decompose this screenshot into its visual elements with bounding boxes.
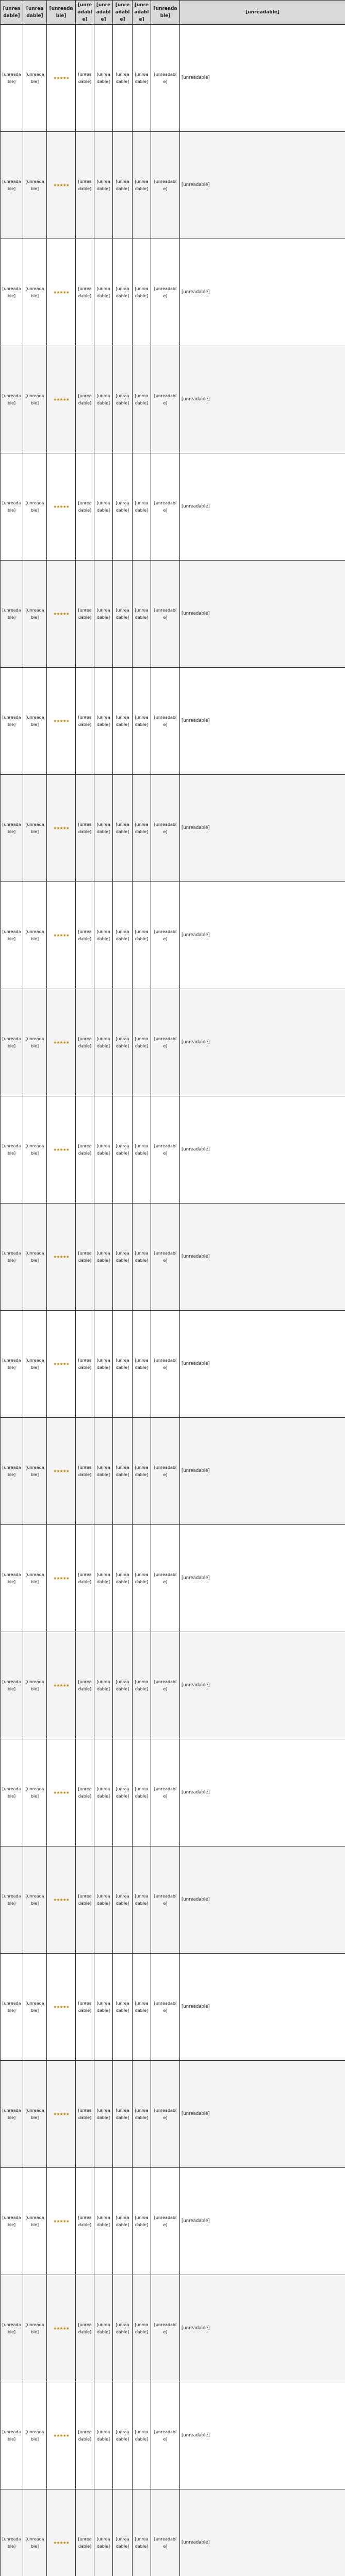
date-cell: [unreadable]: [151, 668, 180, 775]
platform-cell: [unreadable]: [94, 1739, 113, 1846]
platform-cell: [unreadable]: [94, 2382, 113, 2489]
description-cell: [unreadable]: [180, 1204, 345, 1311]
category-cell: [unreadable]: [113, 882, 133, 989]
date-cell: [unreadable]: [151, 989, 180, 1096]
description-cell: [unreadable]: [180, 2275, 345, 2382]
category-cell: [unreadable]: [113, 1846, 133, 1954]
description-cell: [unreadable]: [180, 1739, 345, 1846]
app-name-cell: [unreadable]: [1, 668, 23, 775]
type-cell: [unreadable]: [76, 775, 94, 882]
date-cell: [unreadable]: [151, 2382, 180, 2489]
authorization-cell: [unreadable]: [133, 1954, 151, 2061]
rating-stars: ★★★★★: [47, 453, 76, 561]
date-cell: [unreadable]: [151, 453, 180, 561]
rating-stars: ★★★★★: [47, 132, 76, 239]
platform-cell: [unreadable]: [94, 2061, 113, 2168]
app-name-cell: [unreadable]: [1, 1096, 23, 1204]
authorization-cell: [unreadable]: [133, 989, 151, 1096]
description-cell: [unreadable]: [180, 561, 345, 668]
table-body: [1, 25, 345, 2576]
type-cell: [unreadable]: [76, 882, 94, 989]
column-header: [unreadable]: [76, 1, 94, 25]
date-cell: [unreadable]: [151, 1204, 180, 1311]
description-cell: [unreadable]: [180, 1096, 345, 1204]
category-cell: [unreadable]: [113, 668, 133, 775]
description-cell: [unreadable]: [180, 989, 345, 1096]
rating-stars: ★★★★★: [47, 346, 76, 453]
type-cell: [unreadable]: [76, 2382, 94, 2489]
column-header: [unreadable]: [113, 1, 133, 25]
table-row: [1, 1204, 345, 1311]
authorization-cell: [unreadable]: [133, 1739, 151, 1846]
platform-cell: [unreadable]: [94, 2168, 113, 2275]
type-cell: [unreadable]: [76, 1525, 94, 1632]
category-cell: [unreadable]: [113, 1096, 133, 1204]
app-name-cell: [unreadable]: [1, 1204, 23, 1311]
app-name-cell: [unreadable]: [1, 25, 23, 132]
platform-cell: [unreadable]: [94, 1846, 113, 1954]
app-name-cell: [unreadable]: [1, 1632, 23, 1739]
platform-cell: [unreadable]: [94, 239, 113, 346]
date-cell: [unreadable]: [151, 2168, 180, 2275]
table-header-row: [1, 1, 345, 25]
app-name-cell: [unreadable]: [1, 453, 23, 561]
date-cell: [unreadable]: [151, 1632, 180, 1739]
category-cell: [unreadable]: [113, 25, 133, 132]
column-header: [unreadable]: [94, 1, 113, 25]
version-cell: [unreadable]: [23, 2061, 47, 2168]
platform-cell: [unreadable]: [94, 1954, 113, 2061]
authorization-cell: [unreadable]: [133, 1418, 151, 1525]
authorization-cell: [unreadable]: [133, 775, 151, 882]
app-name-cell: [unreadable]: [1, 1525, 23, 1632]
date-cell: [unreadable]: [151, 882, 180, 989]
type-cell: [unreadable]: [76, 989, 94, 1096]
category-cell: [unreadable]: [113, 2168, 133, 2275]
authorization-cell: [unreadable]: [133, 2382, 151, 2489]
date-cell: [unreadable]: [151, 775, 180, 882]
version-cell: [unreadable]: [23, 989, 47, 1096]
column-header: [unreadable]: [180, 1, 345, 25]
version-cell: [unreadable]: [23, 1418, 47, 1525]
date-cell: [unreadable]: [151, 2489, 180, 2576]
version-cell: [unreadable]: [23, 668, 47, 775]
category-cell: [unreadable]: [113, 2382, 133, 2489]
platform-cell: [unreadable]: [94, 1418, 113, 1525]
type-cell: [unreadable]: [76, 132, 94, 239]
version-cell: [unreadable]: [23, 1632, 47, 1739]
app-name-cell: [unreadable]: [1, 775, 23, 882]
description-cell: [unreadable]: [180, 882, 345, 989]
app-name-cell: [unreadable]: [1, 2168, 23, 2275]
rating-stars: ★★★★★: [47, 668, 76, 775]
description-cell: [unreadable]: [180, 25, 345, 132]
authorization-cell: [unreadable]: [133, 1204, 151, 1311]
type-cell: [unreadable]: [76, 668, 94, 775]
category-cell: [unreadable]: [113, 989, 133, 1096]
rating-stars: ★★★★★: [47, 1846, 76, 1954]
app-name-cell: [unreadable]: [1, 2382, 23, 2489]
version-cell: [unreadable]: [23, 1204, 47, 1311]
category-cell: [unreadable]: [113, 775, 133, 882]
rating-stars: ★★★★★: [47, 1204, 76, 1311]
description-cell: [unreadable]: [180, 775, 345, 882]
authorization-cell: [unreadable]: [133, 453, 151, 561]
app-name-cell: [unreadable]: [1, 2489, 23, 2576]
table-row: [1, 2168, 345, 2275]
table-row: [1, 239, 345, 346]
table-row: [1, 2382, 345, 2489]
date-cell: [unreadable]: [151, 1525, 180, 1632]
category-cell: [unreadable]: [113, 453, 133, 561]
app-name-cell: [unreadable]: [1, 1739, 23, 1846]
platform-cell: [unreadable]: [94, 775, 113, 882]
authorization-cell: [unreadable]: [133, 1632, 151, 1739]
date-cell: [unreadable]: [151, 561, 180, 668]
app-name-cell: [unreadable]: [1, 882, 23, 989]
platform-cell: [unreadable]: [94, 1096, 113, 1204]
table-row: [1, 1525, 345, 1632]
authorization-cell: [unreadable]: [133, 561, 151, 668]
category-cell: [unreadable]: [113, 346, 133, 453]
table-row: [1, 346, 345, 453]
version-cell: [unreadable]: [23, 239, 47, 346]
date-cell: [unreadable]: [151, 132, 180, 239]
table-row: [1, 1954, 345, 2061]
date-cell: [unreadable]: [151, 1954, 180, 2061]
authorization-cell: [unreadable]: [133, 132, 151, 239]
app-name-cell: [unreadable]: [1, 1954, 23, 2061]
column-header: [unreadable]: [47, 1, 76, 25]
table-row: [1, 2489, 345, 2576]
type-cell: [unreadable]: [76, 561, 94, 668]
type-cell: [unreadable]: [76, 346, 94, 453]
authorization-cell: [unreadable]: [133, 239, 151, 346]
description-cell: [unreadable]: [180, 1954, 345, 2061]
app-name-cell: [unreadable]: [1, 2275, 23, 2382]
description-cell: [unreadable]: [180, 132, 345, 239]
platform-cell: [unreadable]: [94, 561, 113, 668]
type-cell: [unreadable]: [76, 2061, 94, 2168]
type-cell: [unreadable]: [76, 1954, 94, 2061]
table-row: [1, 1096, 345, 1204]
table-row: [1, 2275, 345, 2382]
app-name-cell: [unreadable]: [1, 989, 23, 1096]
date-cell: [unreadable]: [151, 1096, 180, 1204]
rating-stars: ★★★★★: [47, 2061, 76, 2168]
type-cell: [unreadable]: [76, 1739, 94, 1846]
date-cell: [unreadable]: [151, 2275, 180, 2382]
table-row: [1, 453, 345, 561]
rating-stars: ★★★★★: [47, 1096, 76, 1204]
table-row: [1, 882, 345, 989]
category-cell: [unreadable]: [113, 1525, 133, 1632]
platform-cell: [unreadable]: [94, 668, 113, 775]
type-cell: [unreadable]: [76, 1418, 94, 1525]
description-cell: [unreadable]: [180, 668, 345, 775]
version-cell: [unreadable]: [23, 1096, 47, 1204]
table-row: [1, 775, 345, 882]
category-cell: [unreadable]: [113, 1311, 133, 1418]
app-name-cell: [unreadable]: [1, 132, 23, 239]
rating-stars: ★★★★★: [47, 1525, 76, 1632]
rating-stars: ★★★★★: [47, 2275, 76, 2382]
type-cell: [unreadable]: [76, 2275, 94, 2382]
authorization-cell: [unreadable]: [133, 2275, 151, 2382]
date-cell: [unreadable]: [151, 25, 180, 132]
description-cell: [unreadable]: [180, 1846, 345, 1954]
app-name-cell: [unreadable]: [1, 2061, 23, 2168]
type-cell: [unreadable]: [76, 2489, 94, 2576]
rating-stars: ★★★★★: [47, 2168, 76, 2275]
rating-stars: ★★★★★: [47, 989, 76, 1096]
table-row: [1, 989, 345, 1096]
type-cell: [unreadable]: [76, 1632, 94, 1739]
type-cell: [unreadable]: [76, 453, 94, 561]
date-cell: [unreadable]: [151, 1846, 180, 1954]
description-cell: [unreadable]: [180, 346, 345, 453]
type-cell: [unreadable]: [76, 1096, 94, 1204]
authorization-cell: [unreadable]: [133, 2489, 151, 2576]
platform-cell: [unreadable]: [94, 2275, 113, 2382]
category-cell: [unreadable]: [113, 1632, 133, 1739]
table-row: [1, 1739, 345, 1846]
authorization-cell: [unreadable]: [133, 882, 151, 989]
description-cell: [unreadable]: [180, 239, 345, 346]
description-cell: [unreadable]: [180, 2489, 345, 2576]
platform-cell: [unreadable]: [94, 2489, 113, 2576]
category-cell: [unreadable]: [113, 2489, 133, 2576]
version-cell: [unreadable]: [23, 1525, 47, 1632]
description-cell: [unreadable]: [180, 2168, 345, 2275]
description-cell: [unreadable]: [180, 2382, 345, 2489]
version-cell: [unreadable]: [23, 1739, 47, 1846]
description-cell: [unreadable]: [180, 1525, 345, 1632]
version-cell: [unreadable]: [23, 346, 47, 453]
column-header: [unreadable]: [133, 1, 151, 25]
description-cell: [unreadable]: [180, 1632, 345, 1739]
category-cell: [unreadable]: [113, 561, 133, 668]
rating-stars: ★★★★★: [47, 882, 76, 989]
category-cell: [unreadable]: [113, 1204, 133, 1311]
version-cell: [unreadable]: [23, 2275, 47, 2382]
version-cell: [unreadable]: [23, 2168, 47, 2275]
version-cell: [unreadable]: [23, 882, 47, 989]
authorization-cell: [unreadable]: [133, 1096, 151, 1204]
version-cell: [unreadable]: [23, 1311, 47, 1418]
authorization-cell: [unreadable]: [133, 1846, 151, 1954]
column-header: [unreadable]: [23, 1, 47, 25]
app-name-cell: [unreadable]: [1, 1418, 23, 1525]
table-row: [1, 1418, 345, 1525]
platform-cell: [unreadable]: [94, 132, 113, 239]
app-name-cell: [unreadable]: [1, 239, 23, 346]
rating-stars: ★★★★★: [47, 25, 76, 132]
type-cell: [unreadable]: [76, 1311, 94, 1418]
authorization-cell: [unreadable]: [133, 668, 151, 775]
date-cell: [unreadable]: [151, 1418, 180, 1525]
table-row: [1, 2061, 345, 2168]
rating-stars: ★★★★★: [47, 1632, 76, 1739]
platform-cell: [unreadable]: [94, 25, 113, 132]
table-row: [1, 561, 345, 668]
category-cell: [unreadable]: [113, 2275, 133, 2382]
category-cell: [unreadable]: [113, 132, 133, 239]
version-cell: [unreadable]: [23, 561, 47, 668]
description-cell: [unreadable]: [180, 1418, 345, 1525]
platform-cell: [unreadable]: [94, 453, 113, 561]
rating-stars: ★★★★★: [47, 1954, 76, 2061]
version-cell: [unreadable]: [23, 2382, 47, 2489]
type-cell: [unreadable]: [76, 1846, 94, 1954]
date-cell: [unreadable]: [151, 2061, 180, 2168]
category-cell: [unreadable]: [113, 1418, 133, 1525]
platform-cell: [unreadable]: [94, 989, 113, 1096]
type-cell: [unreadable]: [76, 25, 94, 132]
authorization-cell: [unreadable]: [133, 1525, 151, 1632]
column-header: [unreadable]: [151, 1, 180, 25]
version-cell: [unreadable]: [23, 775, 47, 882]
category-cell: [unreadable]: [113, 1954, 133, 2061]
description-cell: [unreadable]: [180, 2061, 345, 2168]
date-cell: [unreadable]: [151, 239, 180, 346]
version-cell: [unreadable]: [23, 1846, 47, 1954]
app-name-cell: [unreadable]: [1, 1311, 23, 1418]
category-cell: [unreadable]: [113, 239, 133, 346]
app-name-cell: [unreadable]: [1, 1846, 23, 1954]
platform-cell: [unreadable]: [94, 1204, 113, 1311]
platform-cell: [unreadable]: [94, 346, 113, 453]
rating-stars: ★★★★★: [47, 1418, 76, 1525]
authorization-cell: [unreadable]: [133, 2061, 151, 2168]
platform-cell: [unreadable]: [94, 1632, 113, 1739]
table-row: [1, 25, 345, 132]
version-cell: [unreadable]: [23, 25, 47, 132]
rating-stars: ★★★★★: [47, 775, 76, 882]
platform-cell: [unreadable]: [94, 1311, 113, 1418]
type-cell: [unreadable]: [76, 1204, 94, 1311]
version-cell: [unreadable]: [23, 453, 47, 561]
category-cell: [unreadable]: [113, 2061, 133, 2168]
category-cell: [unreadable]: [113, 1739, 133, 1846]
authorization-cell: [unreadable]: [133, 2168, 151, 2275]
rating-stars: ★★★★★: [47, 2382, 76, 2489]
table-row: [1, 1311, 345, 1418]
date-cell: [unreadable]: [151, 1739, 180, 1846]
authorization-cell: [unreadable]: [133, 25, 151, 132]
column-header: [unreadable]: [1, 1, 23, 25]
version-cell: [unreadable]: [23, 1954, 47, 2061]
table-row: [1, 1632, 345, 1739]
version-cell: [unreadable]: [23, 2489, 47, 2576]
rating-stars: ★★★★★: [47, 239, 76, 346]
type-cell: [unreadable]: [76, 2168, 94, 2275]
rating-stars: ★★★★★: [47, 2489, 76, 2576]
app-name-cell: [unreadable]: [1, 561, 23, 668]
table-row: [1, 668, 345, 775]
app-name-cell: [unreadable]: [1, 346, 23, 453]
rating-stars: ★★★★★: [47, 561, 76, 668]
table-row: [1, 132, 345, 239]
date-cell: [unreadable]: [151, 346, 180, 453]
rating-stars: ★★★★★: [47, 1739, 76, 1846]
description-cell: [unreadable]: [180, 453, 345, 561]
table-row: [1, 1846, 345, 1954]
authorization-cell: [unreadable]: [133, 1311, 151, 1418]
platform-cell: [unreadable]: [94, 1525, 113, 1632]
description-cell: [unreadable]: [180, 1311, 345, 1418]
type-cell: [unreadable]: [76, 239, 94, 346]
rating-stars: ★★★★★: [47, 1311, 76, 1418]
date-cell: [unreadable]: [151, 1311, 180, 1418]
platform-cell: [unreadable]: [94, 882, 113, 989]
authorization-cell: [unreadable]: [133, 346, 151, 453]
version-cell: [unreadable]: [23, 132, 47, 239]
